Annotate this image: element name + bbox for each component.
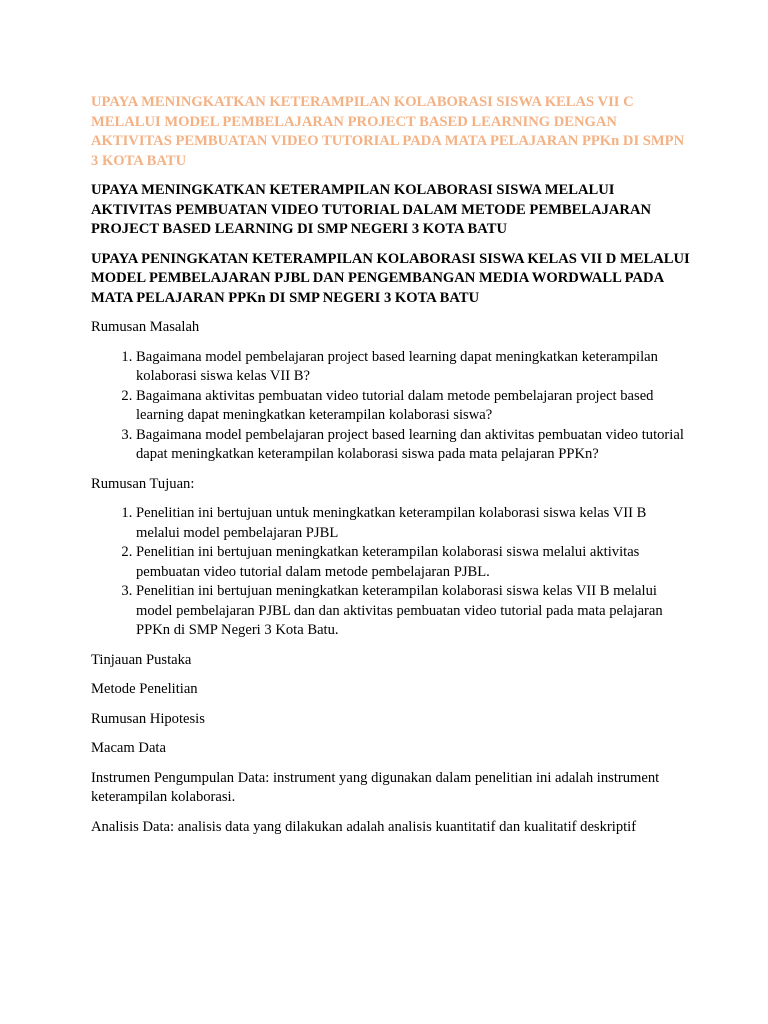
document-page <box>91 93 691 847</box>
analisis-paragraph: Analisis Data: analisis data yang dilakukan adalah analisis kuantitatif dan kualitatif deskriptif <box>91 818 637 835</box>
list-item: 3. Bagaimana model pembelajaran project based learning dan aktivitas pembuatan video tutorial dapat meningkatkan keterampilan kolaborasi siswa pada mata pelajaran PPKn? <box>136 426 691 465</box>
list-item: 2. Penelitian ini bertujuan meningkatkan keterampilan kolaborasi siswa melalui aktivitas pembuatan video tutorial dalam metode pembelajaran PJBL. <box>136 543 691 582</box>
list-item: 1. Penelitian ini bertujuan untuk meningkatkan keterampilan kolaborasi siswa kelas VII B melalui model pembelajaran PJBL <box>136 504 691 543</box>
title-option-1: UPAYA MENINGKATKAN KETERAMPILAN KOLABORASI SISWA KELAS VII C MELALUI MODEL PEMBELAJARAN PROJECT BASED LEARNING DENGAN AKTIVITAS PEMBUATAN VIDEO TUTORIAL PADA MATA PELAJARAN PPKn DI SMPN 3 KOTA BATU <box>91 94 685 169</box>
list-item: 3. Penelitian ini bertujuan meningkatkan keterampilan kolaborasi siswa kelas VII B melalui model pembelajaran PJBL dan dan aktivitas pembuatan video tutorial pada mata pelajaran PPKn di SMP Negeri 3 Kota Batu. <box>136 582 691 641</box>
macam-data-heading: Macam Data <box>91 740 166 756</box>
title-option-3: UPAYA PENINGKATAN KETERAMPILAN KOLABORASI SISWA KELAS VII D MELALUI MODEL PEMBELAJARAN PJBL DAN PENGEMBANGAN MEDIA WORDWALL PADA MATA PELAJARAN PPKn DI SMP NEGERI 3 KOTA BATU <box>91 250 690 306</box>
title-option-2: UPAYA MENINGKATKAN KETERAMPILAN KOLABORASI SISWA MELALUI AKTIVITAS PEMBUATAN VIDEO TUTORIAL DALAM METODE PEMBELAJARAN PROJECT BASED LEARNING DI SMP NEGERI 3 KOTA BATU <box>91 182 652 237</box>
metode-penelitian-heading: Metode Penelitian <box>91 681 198 697</box>
list-item: 2. Bagaimana aktivitas pembuatan video tutorial dalam metode pembelajaran project based learning dapat meningkatkan keterampilan kolaborasi siswa? <box>136 387 691 426</box>
list-item: 1. Bagaimana model pembelajaran project based learning dapat meningkatkan keterampilan kolaborasi siswa kelas VII B? <box>136 348 691 387</box>
instrumen-paragraph: Instrumen Pengumpulan Data: instrument yang digunakan dalam penelitian ini adalah instrument keterampilan kolaborasi. <box>91 769 660 805</box>
rumusan-hipotesis-heading: Rumusan Hipotesis <box>91 710 205 727</box>
rumusan-tujuan-list <box>91 504 691 641</box>
rumusan-masalah-heading: Rumusan Masalah <box>91 319 200 335</box>
rumusan-tujuan-heading: Rumusan Tujuan: <box>91 475 195 492</box>
rumusan-masalah-list <box>91 348 691 465</box>
tinjauan-pustaka-heading: Tinjauan Pustaka <box>91 651 192 668</box>
